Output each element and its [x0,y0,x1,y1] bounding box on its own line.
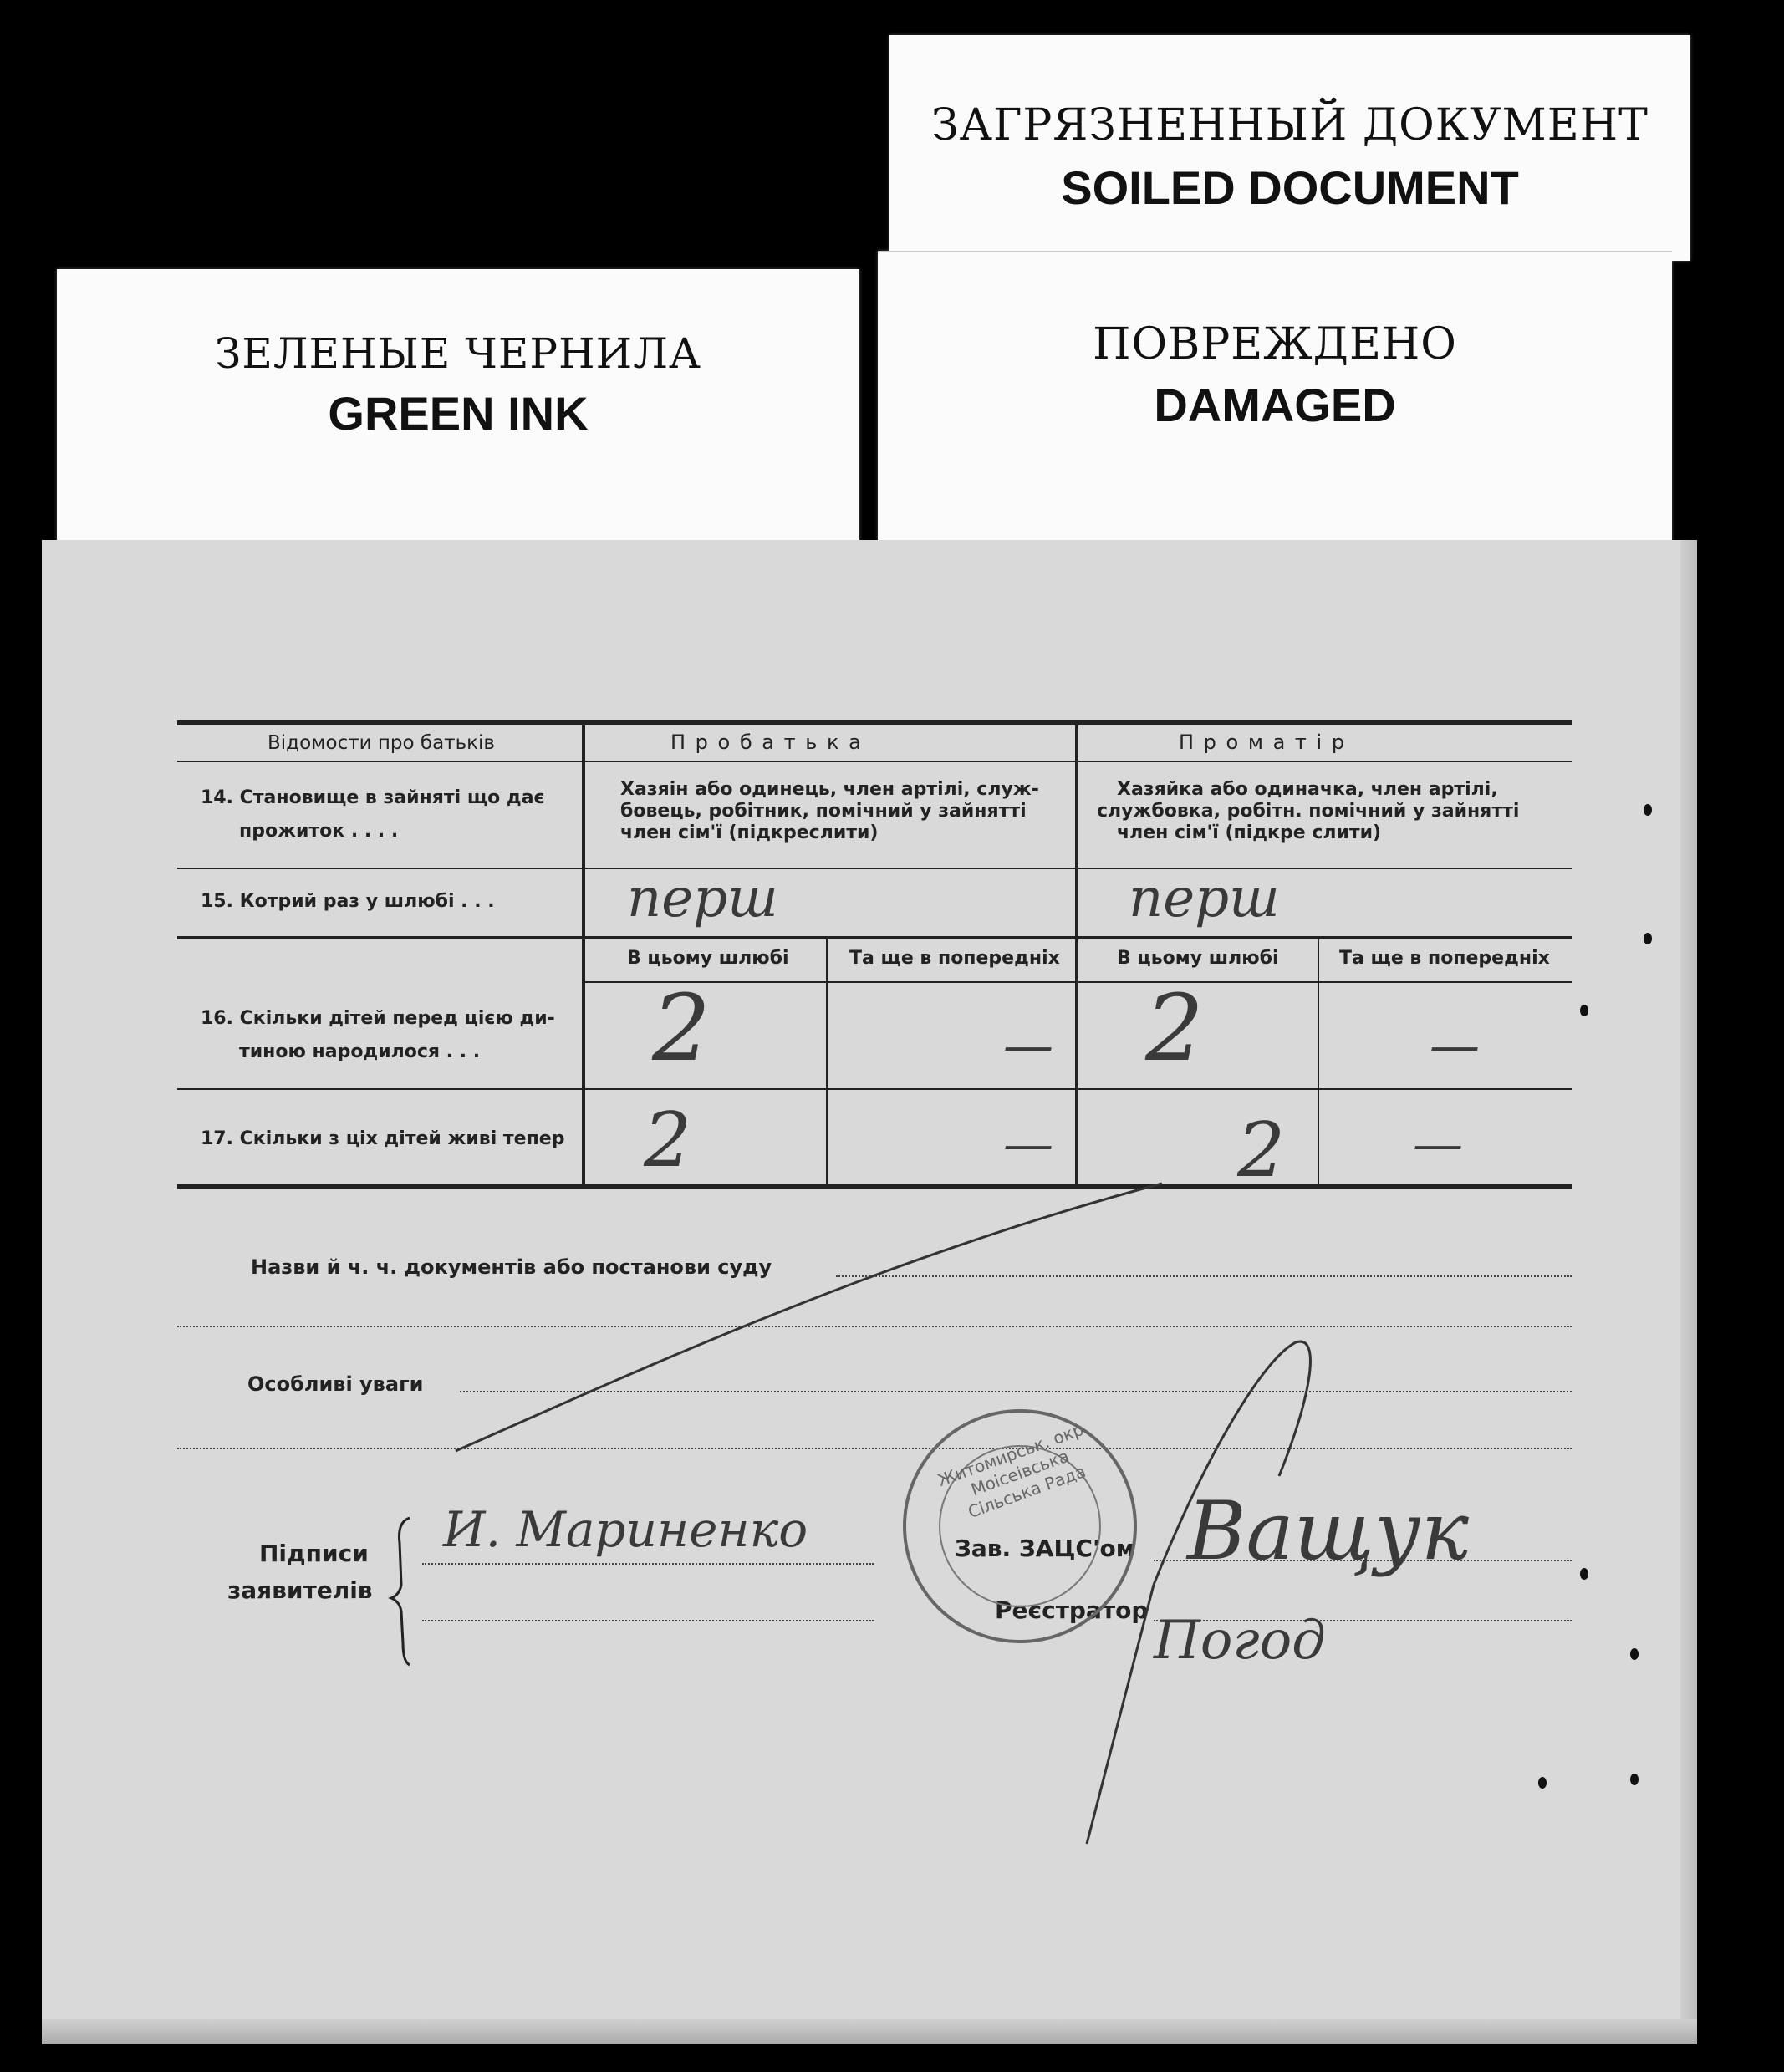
soiled-card-ru-label: ЗАГРЯЗНЕННЫЙ ДОКУМЕНТ [931,100,1649,150]
row14-mother-line3: член сім'ї (підкре слити) [1117,822,1382,843]
punch-hole [1538,1777,1547,1789]
punch-hole [1644,933,1652,944]
damaged-card-en-label: DAMAGED [1154,379,1396,431]
header-mother-column: П р о м а т і р [1179,731,1347,754]
row17-mother-prev-value: — [1413,1115,1463,1173]
row16-mother-this-value: 2 [1145,975,1204,1082]
row14-mother-line1: Хазяйка або одиначка, член артілі, [1117,779,1498,800]
punch-hole [1580,1568,1588,1580]
applicants-label-line2: заявителів [227,1576,373,1604]
row14-label-line1: 14. Становище в зайняті що дає [201,787,545,808]
row14-label-line2: прожиток . . . . [239,821,399,842]
row16-mother-prev-value: — [1430,1016,1480,1075]
header-info-column: Відомости про батьків [268,732,495,754]
mother-this-marriage-header: В цьому шлюбі [1117,948,1279,969]
damaged-card-ru-label: ПОВРЕЖДЕНО [1093,319,1457,369]
form-sheet [42,540,1697,2044]
registrar-signature: Погод [1154,1610,1326,1672]
stamp-text: Житомирськ. окр. Моісеівська Сільська Рада [935,1417,1092,1523]
row15-father-value: перш [627,868,778,929]
punch-hole [1630,1648,1639,1660]
applicant-signature: И. Мариненко [443,1501,808,1558]
row17-father-this-value: 2 [644,1097,692,1184]
row16-label-line1: 16. Скільки дітей перед цією ди- [201,1008,555,1029]
signature-flourish [42,540,1697,2044]
row15-label: 15. Котрий раз у шлюбі . . . [201,891,495,912]
soiled-card-en-label: SOILED DOCUMENT [1061,161,1519,214]
header-father-column: П р о б а т ь к а [670,731,863,754]
remarks-label: Особливі уваги [247,1372,424,1396]
row15-mother-value: перш [1129,868,1280,929]
punch-hole [1580,1005,1588,1016]
punch-hole [1630,1774,1639,1785]
row17-mother-this-value: 2 [1237,1107,1286,1194]
green-ink-card-ru-label: ЗЕЛЕНЫЕ ЧЕРНИЛА [215,329,701,378]
father-previous-header: Та ще в попередніх [849,948,1060,969]
green-ink-card [57,269,859,553]
mother-previous-header: Та ще в попередніх [1339,948,1550,969]
green-ink-card-en-label: GREEN INK [328,387,589,440]
damaged-card [878,251,1672,570]
row14-father-line2: бовець, робітник, помічний у зайнятті [620,801,1027,822]
soiled-document-card [889,35,1690,261]
punch-hole [1644,804,1652,816]
row17-label: 17. Скільки з ціх дітей живі тепер [201,1128,565,1149]
row16-father-this-value: 2 [652,975,711,1082]
row17-father-prev-value: — [1003,1115,1053,1173]
applicants-label-line1: Підписи [259,1540,369,1567]
father-this-marriage-header: В цьому шлюбі [627,948,789,969]
row14-father-line1: Хазяін або одинець, член артілі, служ- [620,779,1039,800]
row16-label-line2: тиною народилося . . . [239,1041,481,1062]
documents-label: Назви й ч. ч. документів або постанови суду [251,1255,772,1279]
official-stamp [895,1401,1145,1652]
head-signature: Ващук [1187,1484,1469,1578]
registrar-label: Реєстратор [995,1596,1149,1624]
head-zags-label: Зав. ЗАЦС'ом [955,1535,1135,1562]
row16-father-prev-value: — [1003,1016,1053,1075]
row14-father-line3: член сім'ї (підкреслити) [620,822,879,843]
row14-mother-line2: службовка, робітн. помічний у зайнятті [1097,801,1520,822]
